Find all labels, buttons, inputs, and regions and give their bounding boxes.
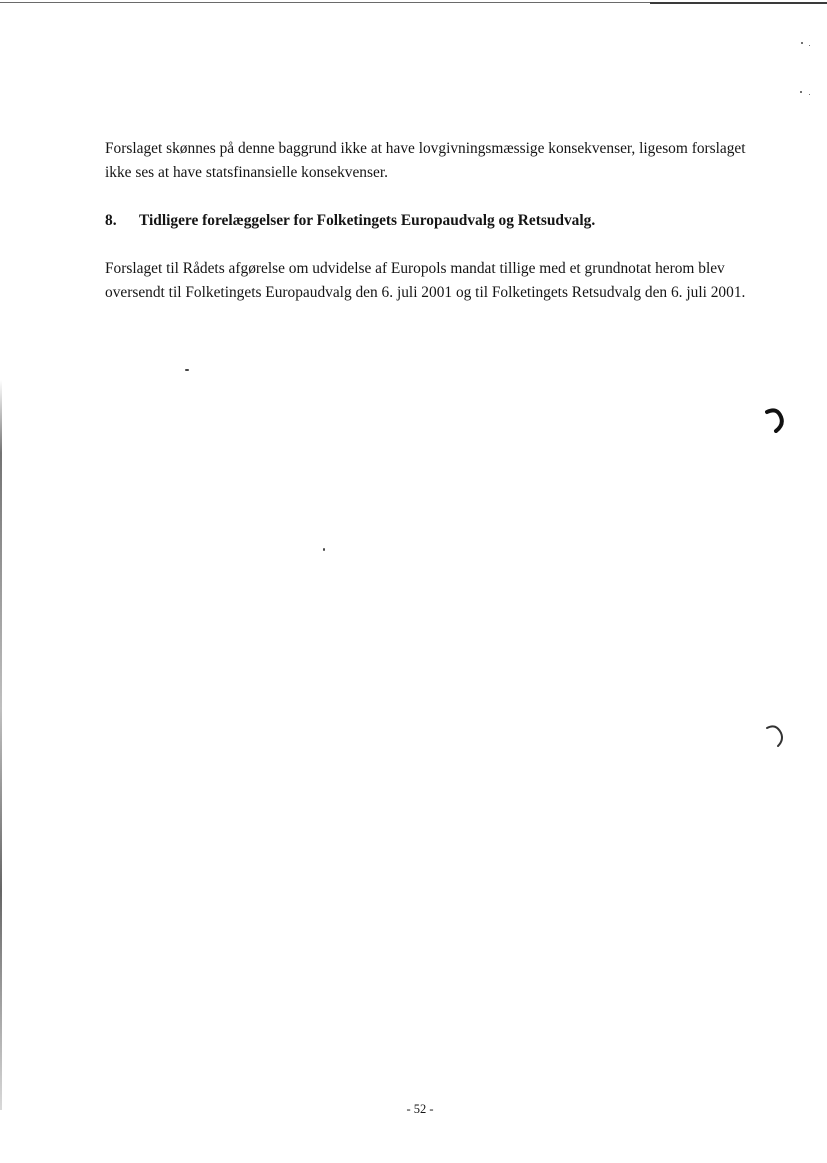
scan-left-edge — [0, 380, 2, 1110]
punch-hole-mark — [765, 407, 787, 433]
paragraph-submissions: Forslaget til Rådets afgørelse om udvidelse af Europols mandat tillige med et grundnotat herom blev oversendt til Folketingets Europaudvalg den 6. juli 2001 og til Folketingets Retsudvalg den 6. juli 2001. — [105, 260, 746, 301]
section-number: 8. — [105, 212, 117, 229]
punch-hole-mark — [765, 722, 787, 748]
paragraph-consequences: Forslaget skønnes på denne baggrund ikke at have lovgivningsmæssige konsekvenser, ligesom forslaget ikke ses at have statsfinansielle konsekvenser. — [105, 140, 746, 181]
scan-speck — [801, 42, 803, 44]
scan-speck — [185, 369, 189, 371]
page-number: - 52 - — [406, 1102, 434, 1116]
scan-speck — [323, 548, 325, 551]
scan-speck — [800, 91, 802, 93]
scan-top-rule-dark — [650, 2, 827, 4]
section-heading — [105, 209, 755, 233]
scan-speck — [809, 45, 810, 46]
section-title: Tidligere forelæggelser for Folketingets Europaudvalg og Retsudvalg. — [139, 212, 596, 229]
scan-speck — [809, 94, 810, 95]
